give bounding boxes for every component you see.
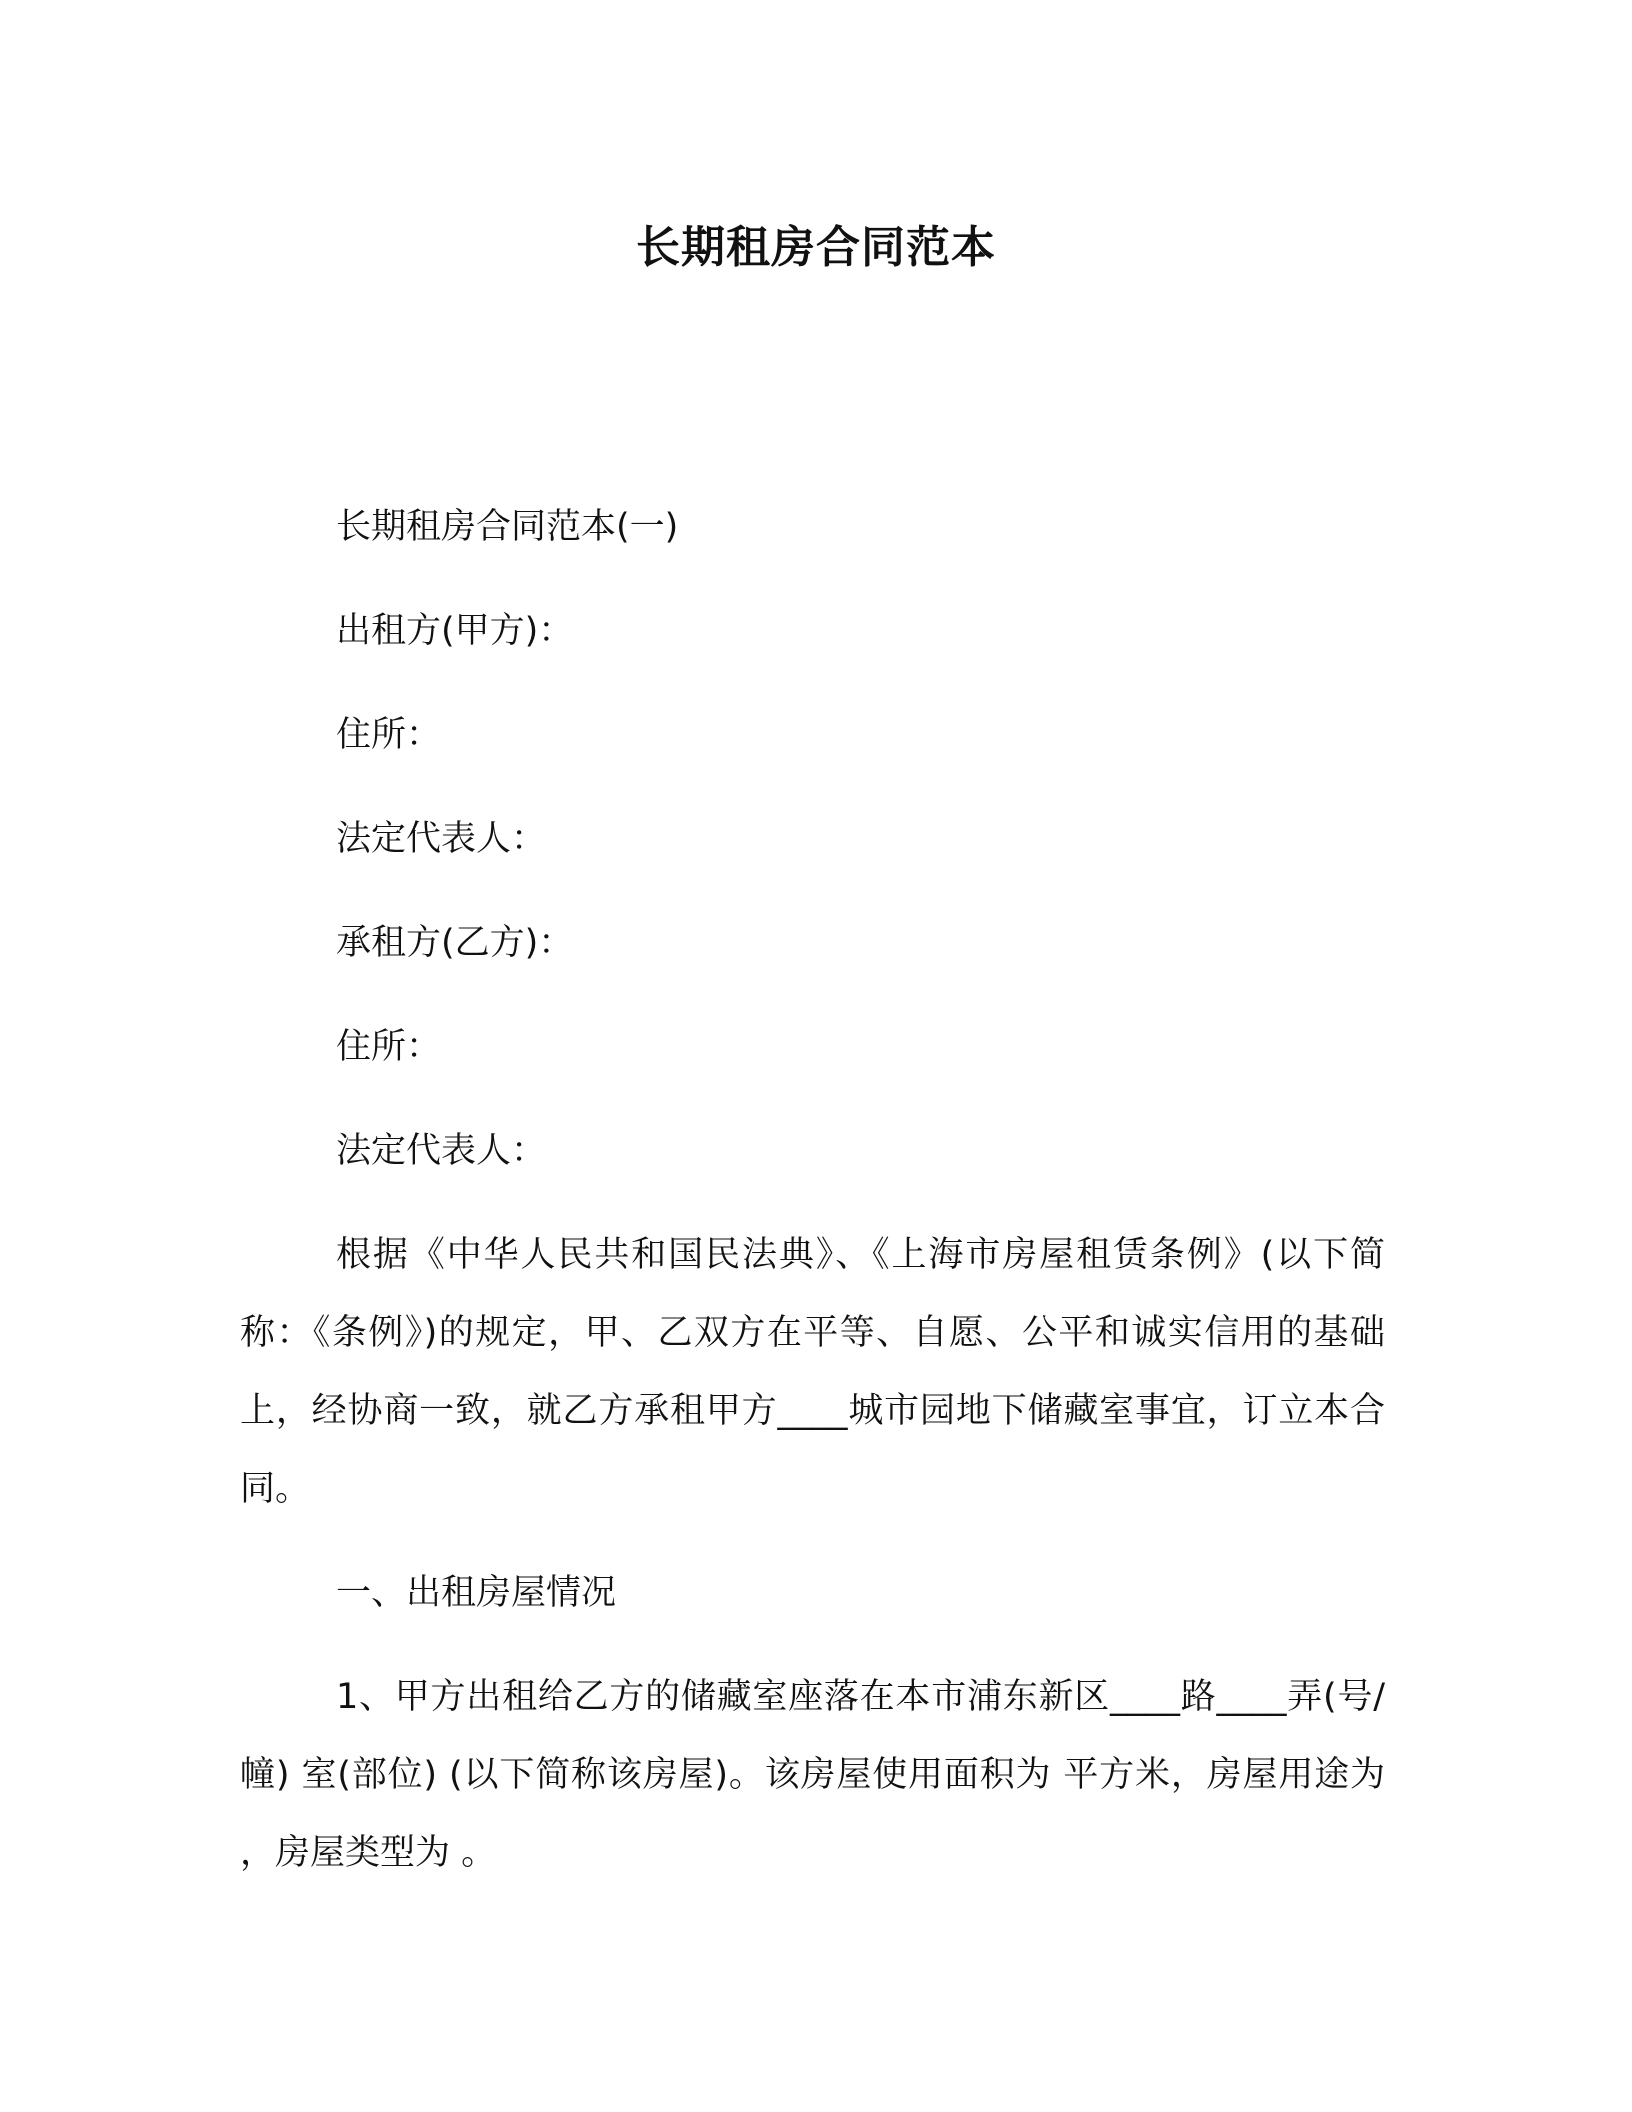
party-b-address-label: 住所： xyxy=(336,1027,442,1067)
party-b-label: 承租方(乙方)： xyxy=(336,923,574,963)
contract-subtitle: 长期租房合同范本(一) xyxy=(336,507,679,547)
preamble-paragraph: 根据《中华人民共和国民法典》、《上海市房屋租赁条例》(以下简称：《条例》)的规定，甲、乙双方在平等、自愿、公平和诚实信用的基础上，经协商一致，就乙方承租甲方____城市园地下储藏室事宜，订立本合同。 xyxy=(240,1235,1385,1509)
party-b-representative-label: 法定代表人： xyxy=(336,1131,547,1171)
party-a-representative-label: 法定代表人： xyxy=(336,819,547,859)
document-title: 长期租房合同范本 xyxy=(636,222,996,273)
section-heading: 一、出租房屋情况 xyxy=(336,1573,617,1613)
party-a-label: 出租方(甲方)： xyxy=(336,611,574,651)
section-item-1: 1、甲方出租给乙方的储藏室座落在本市浦东新区____路____弄(号/幢) 室(部位) (以下简称该房屋)。该房屋使用面积为 平方米，房屋用途为 ，房屋类型为 。 xyxy=(240,1677,1385,1873)
document-body xyxy=(240,488,1385,1918)
party-a-address-label: 住所： xyxy=(336,715,442,755)
